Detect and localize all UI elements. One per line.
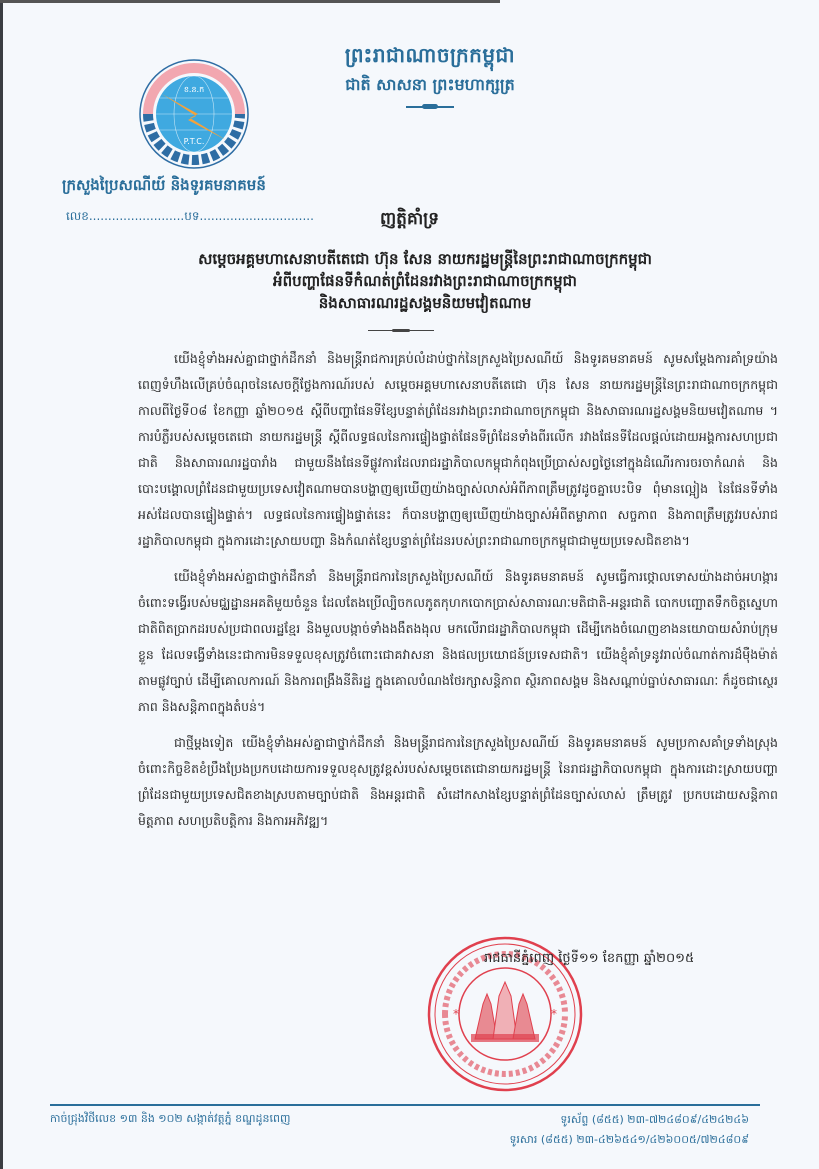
reference-number-line: លេខ.........................បទ.............................. [66, 209, 314, 223]
kingdom-title: ព្រះរាជាណាចក្រកម្ពុជា [344, 43, 516, 67]
svg-text:*: * [453, 1007, 459, 1021]
subject-line: អំពីបញ្ហាផែនទីកំណត់ព្រំដែនរវាងព្រះរាជាណាចក្រកម្ពុជា [273, 272, 577, 290]
document-subject [100, 248, 750, 314]
kingdom-header [300, 42, 560, 108]
svg-text:ខ.ន.ក: ខ.ន.ក [183, 85, 205, 94]
national-motto: ជាតិ សាសនា ព្រះមហាក្សត្រ [345, 75, 515, 94]
footer-fax: ទូរសារ (៨៥៥) ២៣-៤២៦៥៤១/៤២៦០០៥/៧២៤៨០៩ [509, 1133, 749, 1146]
subject-line: សម្តេចអគ្គមហាសេនាបតីតេជោ ហ៊ុន សែន នាយករដ្ឋមន្ត្រីនៃព្រះរាជាណាចក្រកម្ពុជា [198, 250, 652, 268]
body-paragraph: យើងខ្ញុំទាំងអស់គ្នាជាថ្នាក់ដឹកនាំ និងមន្ត្រីរាជការនៃក្រសួងប្រៃសណីយ៍ និងទូរគមនាគមន៍ សូមធ្វើការថ្កោលទោសយ៉ាងដាច់អហង្ការចំពោះទង្វើរបស់មជ្ឈដ្ឋានអគតិមួយចំនួន ដែលតែងប្រើល្បិចកលភូតកុហកបោកប្រាស់សាធារណៈមតិជាតិ-អន្តរជាតិ បោកបញ្ឆោតទឹកចិត្តស្នេហាជាតិពិតប្រាកដរបស់ប្រជាពលរដ្ឋខ្មែរ និងមួលបង្កាច់ទាំងងងឹតងងុល មកលើរាជរដ្ឋាភិបាលកម្ពុជា ដើម្បីកេងចំណេញខាងនយោបាយសំរាប់ក្រុមខ្លួន ដែលទង្វើទាំងនេះជាការមិនទទួលខុសត្រូវចំពោះជោគវាសនា និងផលប្រយោជន៍ប្រទេសជាតិ។ យើងខ្ញុំគាំទ្រនូវរាល់ចំណាត់ការដ៏មុឺងម៉ាត់តាមផ្លូវច្បាប់ ដើម្បីគោលការណ៍ និងការពង្រឹងនីតិរដ្ឋ ក្នុងគោលបំណងថែរក្សាសន្តិភាព ស្ថិរភាពសង្គម និងសណ្តាប់ធ្នាប់សាធារណៈ ក៏ដូចជាស្ថេរភាព និងសន្តិភាពក្នុងតំបន់។ [138, 569, 778, 714]
document-title: ញត្តិគាំទ្រ [379, 209, 440, 229]
body-paragraph: ជាថ្មីម្តងទៀត យើងខ្ញុំទាំងអស់គ្នាជាថ្នាក់ដឹកនាំ និងមន្ត្រីរាជការនៃក្រសួងប្រៃសណីយ៍ និងទូរគមនាគមន៍ សូមប្រកាសគាំទ្រទាំងស្រុងចំពោះកិច្ចខិតខំប្រឹងប្រែងប្រកបដោយការទទួលខុសត្រូវខ្ពស់របស់សម្តេចតេជោនាយករដ្ឋមន្ត្រី នៃរាជរដ្ឋាភិបាលកម្ពុជា ក្នុងការដោះស្រាយបញ្ហាព្រំដែនជាមួយប្រទេសជិតខាងស្របតាមច្បាប់ជាតិ និងអន្តរជាតិ សំដៅកសាងខ្សែបន្ទាត់ព្រំដែនច្បាស់លាស់ ត្រឹមត្រូវ ប្រកបដោយសន្តិភាព មិត្តភាព សហប្រតិបត្តិការ និងការអភិវឌ្ឍ។ [138, 735, 778, 828]
footer-contact [509, 1110, 749, 1150]
footer-divider [50, 1104, 760, 1106]
ministry-logo-icon [138, 58, 250, 170]
document-body [138, 346, 778, 844]
place-and-date: រាជធានីភ្នំពេញ ថ្ងៃទី១១ ខែកញ្ញា ឆ្នាំ២០១៥ [484, 951, 695, 966]
subject-line: និងសាធារណរដ្ឋសង្គមនិយមវៀតណាម [318, 294, 532, 312]
svg-text:P.T.C.: P.T.C. [183, 137, 205, 146]
footer-phone: ទូរស័ព្ទ (៨៥៥) ២៣-៧២៤៨០៩/៤២៤២៤៦ [560, 1113, 749, 1126]
svg-text:*: * [551, 1007, 557, 1021]
scan-edge-left [0, 0, 3, 1169]
footer-address: កាច់ជ្រុងវិថីលេខ ១៣ និង ១០២ សង្កាត់វត្តភ្នំ ខណ្ឌដូនពេញ [50, 1112, 291, 1125]
body-paragraph: យើងខ្ញុំទាំងអស់គ្នាជាថ្នាក់ដឹកនាំ និងមន្ត្រីរាជការគ្រប់លំដាប់ថ្នាក់នៃក្រសួងប្រៃសណីយ៍ និងទូរគមនាគមន៍ សូមសម្តែងការគាំទ្រយ៉ាងពេញទំហឹងលើគ្រប់ចំណុចនៃសេចក្តីថ្លែងការណ៍របស់ សម្តេចអគ្គមហាសេនាបតីតេជោ ហ៊ុន សែន នាយករដ្ឋមន្ត្រីនៃព្រះរាជាណាចក្រកម្ពុជា កាលពីថ្ងៃទី០៨ ខែកញ្ញា ឆ្នាំ២០១៥ ស្តីពីបញ្ហាផែនទីខ្សែបន្ទាត់ព្រំដែនរវាងព្រះរាជាណាចក្រកម្ពុជា និងសាធារណរដ្ឋសង្គមនិយមវៀតណាម ។ ការបំភ្លឺរបស់សម្តេចតេជោ នាយករដ្ឋមន្ត្រី ស្តីពីលទ្ធផលនៃការផ្ទៀងផ្ទាត់ផែនទីព្រំដែនទាំងពីរលើក រវាងផែនទីដែលផ្តល់ដោយអង្គការសហប្រជាជាតិ និងសាធារណរដ្ឋបារាំង ជាមួយនឹងផែនទីផ្លូវការដែលរាជរដ្ឋាភិបាលកម្ពុជាកំពុងប្រើប្រាស់សព្វថ្ងៃនៅក្នុងដំណើរការចរចាកំណត់ និងបោះបង្គោលព្រំដែនជាមួយប្រទេសវៀតណាមបានបង្ហាញឲ្យឃើញយ៉ាងច្បាស់លាស់អំពីភាពត្រឹមត្រូវដូចគ្នាបេះបិទ ពុំមានល្អៀង នៃផែនទីទាំងអស់ដែលបានផ្ទៀងផ្ទាត់។ លទ្ធផលនៃការផ្ទៀងផ្ទាត់នេះ ក៏បានបង្ហាញឲ្យឃើញយ៉ាងច្បាស់អំពីតម្លាភាព សច្ចភាព និងភាពត្រឹមត្រូវរបស់រាជរដ្ឋាភិបាលកម្ពុជា ក្នុងការដោះស្រាយបញ្ហា និងកំណត់ខ្សែបន្ទាត់ព្រំដែនរបស់ព្រះរាជាណាចក្រកម្ពុជាជាមួយប្រទេសជិតខាង។ [138, 351, 778, 548]
header-ornament [406, 106, 454, 108]
scan-edge-top [0, 0, 500, 3]
ministry-name: ក្រសួងប្រៃសណីយ៍ និងទូរគមនាគមន៍ [62, 176, 266, 194]
subject-ornament [368, 330, 434, 331]
